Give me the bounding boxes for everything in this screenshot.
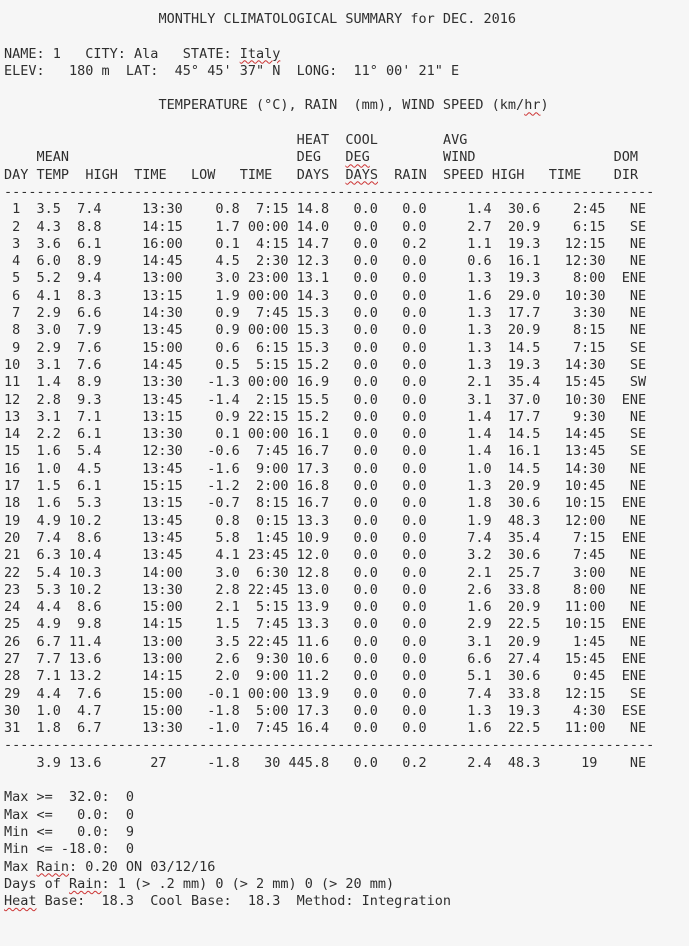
day-row: 19 4.9 10.2 13:45 0.8 0:15 13.3 0.0 0.0 1.9 48.3 12:00 NE [4,512,647,529]
day-row: 1 3.5 7.4 13:30 0.8 7:15 14.8 0.0 0.0 1.4 30.6 2:45 NE [4,201,647,218]
day-row: 29 4.4 7.6 15:00 -0.1 00:00 13.9 0.0 0.0 7.4 33.8 12:15 SE [4,685,647,702]
day-row: 6 4.1 8.3 13:15 1.9 00:00 14.3 0.0 0.0 1.6 29.0 10:30 NE [4,287,647,304]
day-row: 16 1.0 4.5 13:45 -1.6 9:00 17.3 0.0 0.0 1.0 14.5 14:30 NE [4,460,647,477]
footer-line: Days of Rain: 1 (> .2 mm) 0 (> 2 mm) 0 (> 20 mm) [4,875,395,892]
day-row: 9 2.9 7.6 15:00 0.6 6:15 15.3 0.0 0.0 1.3 14.5 7:15 SE [4,339,647,356]
footer-line: Max Rain: 0.20 ON 03/12/16 [4,858,216,875]
day-row: 15 1.6 5.4 12:30 -0.6 7:45 16.7 0.0 0.0 1.4 16.1 13:45 SE [4,443,647,460]
day-row: 26 6.7 11.4 13:00 3.5 22:45 11.6 0.0 0.0 3.1 20.9 1:45 NE [4,633,647,650]
day-row: 2 4.3 8.8 14:15 1.7 00:00 14.0 0.0 0.0 2.7 20.9 6:15 SE [4,218,647,235]
separator-line: -------------------------------------------------------------------------------- [4,183,655,200]
misspelled-word: DAYS [345,166,378,183]
misspelled-word: Italy [239,45,281,62]
day-row: 18 1.6 5.3 13:15 -0.7 8:15 16.7 0.0 0.0 1.8 30.6 10:15 ENE [4,495,647,512]
day-row: 4 6.0 8.9 14:45 4.5 2:30 12.3 0.0 0.0 0.6 16.1 12:30 NE [4,253,647,270]
units-line: TEMPERATURE (°C), RAIN (mm), WIND SPEED (km/hr) [158,97,549,114]
day-row: 14 2.2 6.1 13:30 0.1 00:00 16.1 0.0 0.0 1.4 14.5 14:45 SE [4,426,647,443]
day-row: 27 7.7 13.6 13:00 2.6 9:30 10.6 0.0 0.0 6.6 27.4 15:45 ENE [4,650,647,667]
day-row: 5 5.2 9.4 13:00 3.0 23:00 13.1 0.0 0.0 1.3 19.3 8:00 ENE [4,270,647,287]
day-row: 12 2.8 9.3 13:45 -1.4 2:15 15.5 0.0 0.0 3.1 37.0 10:30 ENE [4,391,647,408]
misspelled-word: Heat [4,893,37,910]
day-row: 13 3.1 7.1 13:15 0.9 22:15 15.2 0.0 0.0 1.4 17.7 9:30 NE [4,408,647,425]
misspelled-word: hr [524,97,541,114]
title-line: MONTHLY CLIMATOLOGICAL SUMMARY for DEC. 2016 [158,11,517,27]
day-row: 30 1.0 4.7 15:00 -1.8 5:00 17.3 0.0 0.0 1.3 19.3 4:30 ESE [4,702,647,719]
day-row: 20 7.4 8.6 13:45 5.8 1:45 10.9 0.0 0.0 7.4 35.4 7:15 ENE [4,529,647,546]
footer-line: Min <= -18.0: 0 [4,841,135,858]
footer-line: Max >= 32.0: 0 [4,789,135,806]
footer-line: Max <= 0.0: 0 [4,806,135,823]
day-row: 7 2.9 6.6 14:30 0.9 7:45 15.3 0.0 0.0 1.3 17.7 3:30 NE [4,305,647,322]
day-row: 10 3.1 7.6 14:45 0.5 5:15 15.2 0.0 0.0 1.3 19.3 14:30 SE [4,356,647,373]
location-line: ELEV: 180 m LAT: 45° 45' 37" N LONG: 11° 00' 21" E [4,62,460,79]
day-row: 3 3.6 6.1 16:00 0.1 4:15 14.7 0.0 0.2 1.1 19.3 12:15 NE [4,235,647,252]
table-header-line: MEAN DEG DEG WIND DOM [36,149,639,166]
day-row: 25 4.9 9.8 14:15 1.5 7:45 13.3 0.0 0.0 2.9 22.5 10:15 ENE [4,616,647,633]
day-row: 28 7.1 13.2 14:15 2.0 9:00 11.2 0.0 0.0 5.1 30.6 0:45 ENE [4,668,647,685]
footer-line: Min <= 0.0: 9 [4,823,135,840]
station-line: NAME: 1 CITY: Ala STATE: Italy [4,45,281,62]
separator-line: -------------------------------------------------------------------------------- [4,737,655,754]
day-row: 24 4.4 8.6 15:00 2.1 5:15 13.9 0.0 0.0 1.6 20.9 11:00 NE [4,599,647,616]
day-row: 21 6.3 10.4 13:45 4.1 23:45 12.0 0.0 0.0 3.2 30.6 7:45 NE [4,547,647,564]
misspelled-word: Rain [69,875,102,892]
table-header-line: HEAT COOL AVG [296,132,468,149]
misspelled-word: Rain [36,858,70,875]
day-row: 31 1.8 6.7 13:30 -1.0 7:45 16.4 0.0 0.0 1.6 22.5 11:00 NE [4,720,647,737]
summary-row: 3.9 13.6 27 -1.8 30 445.8 0.0 0.2 2.4 48.3 19 NE [4,754,647,771]
misspelled-word: DEG [345,149,370,166]
day-row: 22 5.4 10.3 14:00 3.0 6:30 12.8 0.0 0.0 2.1 25.7 3:00 NE [4,564,647,581]
day-row: 17 1.5 6.1 15:15 -1.2 2:00 16.8 0.0 0.0 1.3 20.9 10:45 NE [4,478,647,495]
footer-line: Heat Base: 18.3 Cool Base: 18.3 Method: Integration [4,893,452,910]
day-row: 23 5.3 10.2 13:30 2.8 22:45 13.0 0.0 0.0 2.6 33.8 8:00 NE [4,581,647,598]
day-row: 8 3.0 7.9 13:45 0.9 00:00 15.3 0.0 0.0 1.3 20.9 8:15 NE [4,322,647,339]
table-header-line: DAY TEMP HIGH TIME LOW TIME DAYS DAYS RAIN SPEED HIGH TIME DIR [4,166,639,183]
day-row: 11 1.4 8.9 13:30 -1.3 00:00 16.9 0.0 0.0 2.1 35.4 15:45 SW [4,374,647,391]
